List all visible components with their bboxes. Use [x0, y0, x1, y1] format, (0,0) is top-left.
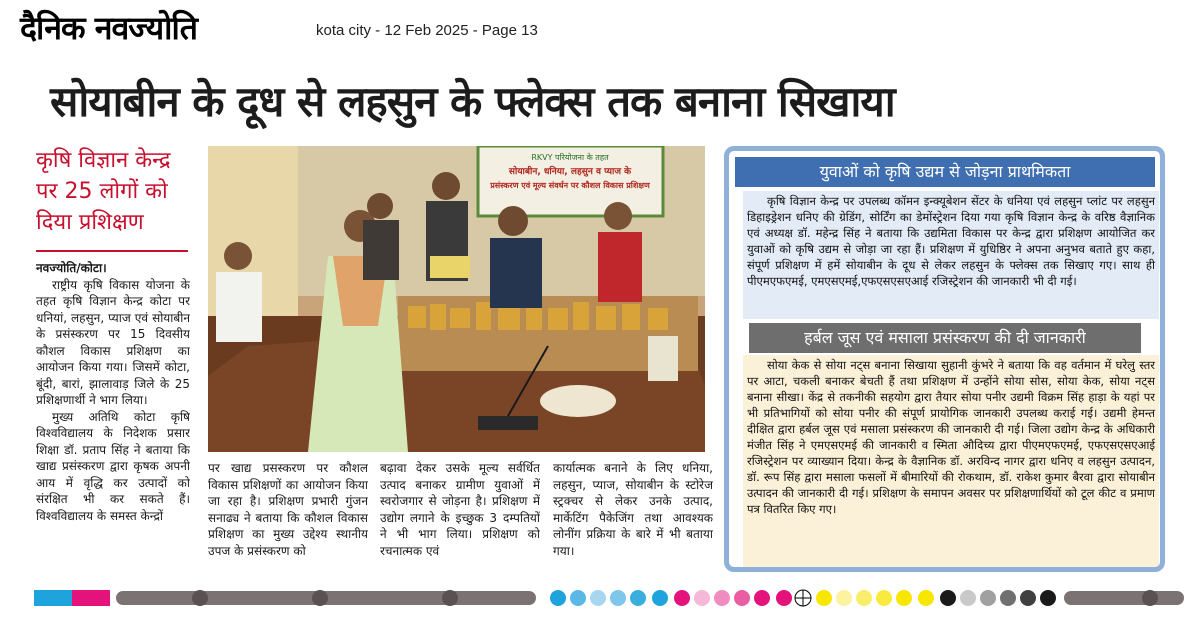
sidebar-heading-1: युवाओं को कृषि उद्यम से जोड़ना प्राथमिकता	[735, 157, 1155, 187]
news-photo	[208, 146, 705, 452]
article-column-4	[553, 460, 713, 572]
main-headline: सोयाबीन के दूध से लहसुन के फ्लेक्स तक बनाना सिखाया	[50, 77, 895, 126]
article-column-3	[380, 460, 540, 572]
training-photo-illustration	[208, 146, 705, 452]
sidebar-heading-2: हर्बल जूस एवं मसाला प्रसंस्करण की दी जानकारी	[749, 323, 1141, 353]
banner-text-3: प्रसंस्करण एवं मूल्य संवर्धन पर कौशल विकास प्रशिक्षण	[490, 181, 650, 190]
newspaper-masthead: दैनिक नवज्योति	[20, 9, 197, 47]
edition-info: kota city - 12 Feb 2025 - Page 13	[316, 22, 538, 39]
sidebar-section-1	[743, 191, 1159, 319]
article-paragraph: राष्ट्रीय कृषि विकास योजना के तहत कृषि विज्ञान केन्द्र कोटा पर धनियां, लहसुन, प्याज एवं सोयाबीन के प्रसंस्करण पर 15 दिवसीय कौशल विकास प्रशिक्षण का आयोजन किया गया। जिसमें कोटा, बूंदी, बारां, झालावाड़ जिले के 25 प्रशिक्षणार्थी ने भाग लिया।	[36, 277, 190, 407]
article-text: पर खाद्य प्रसस्करण पर कौशल विकास प्रशिक्षणों का आयोजन किया जा रहा है। प्रशिक्षण प्रभारी गुंजन सनाढ्य ने बताया कि कौशल विकास प्रशिक्षण का मुख्य उद्देश्य स्थानीय उपज के प्रसंस्करण को	[208, 461, 368, 558]
sidebar-text-1: कृषि विज्ञान केन्द्र पर उपलब्ध कॉमन इन्क्यूबेशन सेंटर के धनिया एवं लहसुन प्लांट पर लहसुन डिहाइड्रेशन धनिए की ग्रेडिंग, सोर्टिंग का डेमोंस्ट्रेशन दिया गया कृषि विज्ञान केन्द्र के वरिष्ठ वैज्ञानिक एवं अध्यक्ष डॉ. महेन्द्र सिंह ने बताया कि उद्यमिता विकास पर केन्द्र द्वारा प्रशिक्षण आयोजित कर युवाओं को कृषि उद्यम से जोड़ा जा रहा हैं। प्रशिक्षण में युधिष्ठिर ने अपना अनुभव बताते हुए कहा, संपूर्ण प्रशिक्षण में हमें सोयाबीन के दूध से लेकर लहसुन के फ्लेक्स तक सिखाए गए। साथ ही पीएमएफएमई, एमएसएमई,एफएसएसएआई रजिस्ट्रेशन की जानकारी भी दी गई।	[747, 194, 1155, 288]
dateline: नवज्योति/कोटा।	[36, 261, 107, 275]
article-paragraph: मुख्य अतिथि कोटा कृषि विश्वविद्यालय के निदेशक प्रसार शिक्षा डॉ. प्रताप सिंह ने बताया कि खाद्य प्रसंस्करण द्वारा कृषक अपनी आय में वृद्धि कर उत्पादों को संरक्षित भी कर सकते हैं। विश्वविद्यालय के समस्त केन्द्रों	[36, 409, 190, 523]
article-column-1	[36, 260, 190, 572]
sidebar-text-2: सोया केक से सोया नट्स बनाना सिखाया सुहानी कुंभरे ने बताया कि वह वर्तमान में घरेलु स्तर पर आटा, चकली बनाकर बेचती हैं तथा प्रशिक्षण में उन्होंने सोया सोस, सोया केक, सोया नट्स बनाना सीखा। केंद्र से तकनीकी सहयोग द्वारा तैयार सोया पनीर उद्यमी विक्रम सिंह हाड़ा के यहां पर भी प्रतिभागियों को सोया पनीर की संपूर्ण प्रायोगिक जानकारी उपलब्ध कराई गई। उद्यमी हेमन्त दीक्षित द्वारा हर्बल जूस एवं मसाला प्रसंस्करण की जानकारी दी गई। जिला उद्योग केन्द्र के अधिकारी मंजीत सिंह ने एमएसएमई की जानकारी व स्मिता औदिच्य द्वारा पीएमएफएमई, एफएसएसएआई रजिस्ट्रेशन पर व्याख्यान दिया। केन्द्र के वैज्ञानिक डॉ. अरविन्द नागर द्वारा धनिए व लहसुन उत्पादन, डॉ. रूप सिंह द्वारा मसाला फसलों में बीमारियों की रोकथाम, डॉ. राकेश कुमार बैरवा द्वारा सोयाबीन उत्पादन की जानकारी दी गई। प्रशिक्षण के समापन अवसर पर प्रशिक्षणार्थियों को टूल कीट व प्रमाण पत्र वितरित किए गए।	[747, 358, 1155, 516]
article-text: बढ़ावा देकर उसके मूल्य सर्वर्धित उत्पाद बनाकर ग्रामीण युवाओं में स्वरोजगार से जोड़ना है। प्रशिक्षण में उद्योग लगाने के इच्छुक 3 दम्पतियों ने भी भाग लिया। प्रशिक्षण को रचनात्मक एवं	[380, 461, 540, 558]
banner-text-1: RKVY परियोजना के तहत	[531, 153, 609, 162]
article-text: कार्यात्मक बनाने के लिए धनिया, लहसुन, प्याज, सोयाबीन के स्टोरेज स्ट्रक्चर से लेकर उनके उत्पाद, मार्केटिंग पैकेजिंग तथा आवश्यक लोनींग प्रक्रिया के बारे में भी बताया गया।	[553, 461, 713, 558]
print-color-calibration-bar	[0, 584, 1194, 612]
article-column-2	[208, 460, 368, 572]
sidebar-box	[724, 146, 1165, 572]
red-divider	[36, 250, 188, 252]
banner-text-2: सोयाबीन, धनिया, लहसुन व प्याज के	[508, 167, 632, 177]
sidebar-section-2	[743, 355, 1159, 567]
sub-headline: कृषि विज्ञान केन्द्र पर 25 लोगों को दिया प्रशिक्षण	[36, 148, 171, 235]
